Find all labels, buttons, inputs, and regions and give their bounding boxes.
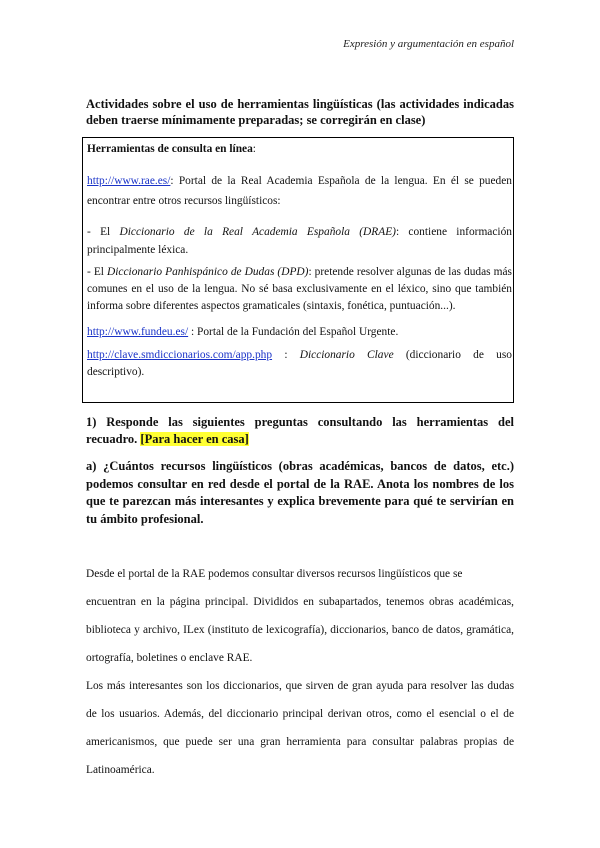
running-header: Expresión y argumentación en español <box>343 38 514 50</box>
answer-line-1: Desde el portal de la RAE podemos consultar diversos recursos lingüísticos que se <box>86 568 463 580</box>
tools-box <box>82 137 514 403</box>
clave-paragraph <box>87 347 513 381</box>
homework-highlight: [Para hacer en casa] <box>140 432 249 446</box>
question-1-text: 1) Responde las siguientes preguntas consultando las herramientas del recuadro. <box>86 415 514 446</box>
rae-link[interactable]: http://www.rae.es/ <box>87 175 171 187</box>
tools-heading-colon: : <box>252 143 256 155</box>
rae-paragraph <box>87 171 513 211</box>
tools-heading <box>87 141 513 157</box>
answer-paragraph-1: encuentran en la página principal. Divididos en subapartados, tenemos obras académicas, biblioteca y archivo, ILex (instituto de lexicografía), diccionarios, banco de datos, gramática, ortografía, boletines o enclave RAE. <box>86 596 514 664</box>
question-1 <box>86 414 514 448</box>
dpd-prefix: - El <box>87 266 108 278</box>
fundeu-description: : Portal de la Fundación del Español Urgente. <box>188 326 399 338</box>
dpd-title: Diccionario Panhispánico de Dudas (DPD) <box>107 266 309 278</box>
clave-description: (diccionario de uso descriptivo). <box>87 349 512 378</box>
clave-link[interactable]: http://clave.smdiccionarios.com/app.php <box>87 349 273 361</box>
clave-separator: : <box>272 349 300 361</box>
tools-heading-text: Herramientas de consulta en línea <box>87 143 253 155</box>
fundeu-link[interactable]: http://www.fundeu.es/ <box>87 326 189 338</box>
drae-description: : contiene información principalmente léxica. <box>87 226 512 256</box>
activities-title: Actividades sobre el uso de herramientas lingüísticas (las actividades indicadas deben traerse mínimamente preparadas; se corregirán en clase) <box>86 97 514 127</box>
drae-title: Diccionario de la Real Academia Española (DRAE) <box>119 226 396 238</box>
drae-prefix: - El <box>87 226 120 238</box>
fundeu-paragraph <box>87 324 513 341</box>
rae-description: : Portal de la Real Academia Española de la lengua. En él se pueden encontrar entre otros recursos lingüísticos: <box>87 175 512 207</box>
dpd-paragraph <box>87 264 513 315</box>
question-1a: a) ¿Cuántos recursos lingüísticos (obras académicas, bancos de datos, etc.) podemos consultar en red desde el portal de la RAE. Anota los nombres de los que te parezcan más interesantes y explica brevemente para qué te servirían en tu ámbito profesional. <box>86 459 514 526</box>
answer-text <box>86 560 514 784</box>
clave-title: Diccionario Clave <box>299 349 394 361</box>
answer-paragraph-2: Los más interesantes son los diccionarios, que sirven de gran ayuda para resolver las dudas de los usuarios. Además, del diccionario principal derivan otros, como el esencial o el de americanismos, que puede ser una gran herramienta para consultar palabras propias de Latinoamérica. <box>86 680 514 776</box>
dpd-description: : pretende resolver algunas de las dudas más comunes en el uso de la lengua. No sé basa exclusivamente en el léxico, sino que también informa sobre diferentes aspectos gramaticales (sintaxis, fonética, puntuación...). <box>87 266 512 312</box>
drae-paragraph <box>87 223 513 259</box>
